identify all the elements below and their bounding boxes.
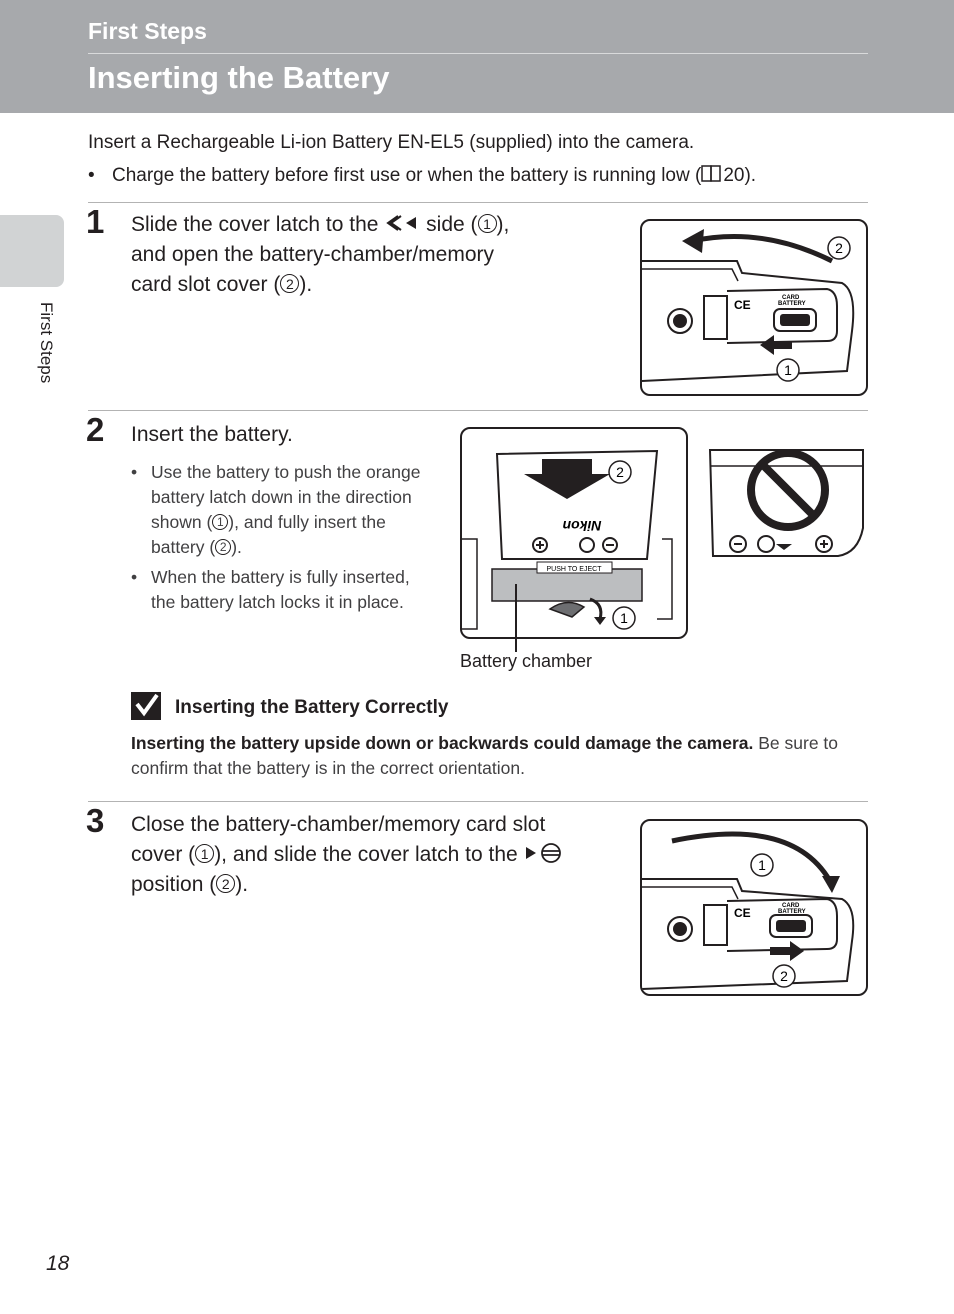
step-3-line3: position ( <box>131 873 217 896</box>
bullet-page-ref: 20 <box>723 165 745 186</box>
step-3-text <box>131 810 564 900</box>
note-body <box>131 731 866 781</box>
step-2-bullets <box>131 460 436 620</box>
marker-1: 1 <box>212 514 228 530</box>
step-1-line3-b: ). <box>299 273 313 296</box>
illus-marker-1: 1 <box>784 362 792 378</box>
step-1-number: 1 <box>86 203 105 240</box>
step-1-line3: card slot cover ( <box>131 273 281 296</box>
ce-mark: CE <box>734 906 751 920</box>
step-1-line1-b: side ( <box>426 213 478 236</box>
camera-bottom-close-diagram <box>642 821 866 994</box>
side-tab-label: First Steps <box>37 302 56 384</box>
step-3-number: 3 <box>86 802 105 839</box>
check-note-icon <box>131 692 161 720</box>
step-3-line2-b: ), and slide the cover latch to the <box>214 843 518 866</box>
battery-chamber-caption: Battery chamber <box>460 651 593 671</box>
camera-bottom-open-diagram <box>642 221 866 394</box>
bullet-text-start: Charge the battery before first use or when the battery is running low ( <box>112 165 702 186</box>
wrong-orientation-illustration <box>708 448 865 558</box>
bullet-text-end: ). <box>744 165 757 186</box>
illus-marker-1: 1 <box>758 857 766 873</box>
divider <box>88 410 868 411</box>
list-item: • When the battery is fully inserted, the battery latch locks it in place. <box>131 565 436 615</box>
caption-leader-line <box>515 584 517 652</box>
battery-insert-diagram <box>462 429 686 637</box>
bullet-dot: • <box>88 165 95 186</box>
brand-mark: Nikon <box>562 518 602 534</box>
step-1-line1-c: ), <box>496 213 510 236</box>
illus-marker-1: 1 <box>620 610 628 626</box>
marker-1: 1 <box>478 214 497 233</box>
step-1-text <box>131 210 509 300</box>
illus-marker-2: 2 <box>835 240 843 256</box>
note-warning: Inserting the battery upside down or backwards could damage the camera. <box>131 733 754 753</box>
prohibited-orientation-diagram <box>708 448 865 558</box>
list-item: • Use the battery to push the orange battery latch down in the direction shown ( 1 ), and fully insert the battery ( 2 ). <box>131 462 421 557</box>
page-reference-icon <box>701 164 723 184</box>
intro-text: Insert a Rechargeable Li-ion Battery EN-EL5 (supplied) into the camera. <box>88 132 695 153</box>
latch-open-icon <box>384 213 420 233</box>
divider <box>88 801 868 802</box>
step-1-illustration <box>640 219 868 396</box>
note-title: Inserting the Battery Correctly <box>175 697 449 718</box>
card-label: CARD <box>782 903 800 909</box>
bullet-1-text-a: Use the battery to push the orange battery latch down in the direction shown ( <box>151 462 421 532</box>
marker-1: 1 <box>195 844 214 863</box>
side-tab <box>0 215 64 287</box>
bullet-1-text-c: ). <box>231 537 242 557</box>
step-1-line1: Slide the cover latch to the <box>131 213 379 236</box>
battery-label: BATTERY <box>778 909 806 915</box>
page-header <box>0 0 954 113</box>
battery-label: BATTERY <box>778 301 806 307</box>
note-rest: Be sure to confirm that the battery is in the correct orientation. <box>131 733 839 778</box>
step-3-line3-b: ). <box>235 873 249 896</box>
marker-2: 2 <box>280 274 299 293</box>
divider <box>88 202 868 203</box>
marker-2: 2 <box>215 539 231 555</box>
illus-marker-2: 2 <box>780 968 788 984</box>
step-2-illustration <box>460 427 688 639</box>
header-divider <box>88 53 868 54</box>
step-2-number: 2 <box>86 411 105 448</box>
step-1-line2: and open the battery-chamber/memory <box>131 243 495 266</box>
section-title: First Steps <box>88 18 207 44</box>
page-title: Inserting the Battery <box>88 60 390 95</box>
ce-mark: CE <box>734 298 751 312</box>
step-3-line2: cover ( <box>131 843 196 866</box>
card-label: CARD <box>782 295 800 301</box>
step-3-line1: Close the battery-chamber/memory card slot <box>131 813 546 836</box>
illus-marker-2: 2 <box>616 464 624 480</box>
step-3-illustration <box>640 819 868 996</box>
step-2-title: Insert the battery. <box>131 423 293 446</box>
bullet-1-text-b: ), and fully insert the battery ( <box>151 512 386 557</box>
intro-bullet <box>88 164 756 187</box>
marker-2: 2 <box>216 874 235 893</box>
bullet-2-text: When the battery is fully inserted, the battery latch locks it in place. <box>151 567 410 612</box>
latch-lock-icon <box>524 842 564 864</box>
page-number: 18 <box>46 1252 70 1275</box>
push-to-eject-label: PUSH TO EJECT <box>546 566 602 573</box>
